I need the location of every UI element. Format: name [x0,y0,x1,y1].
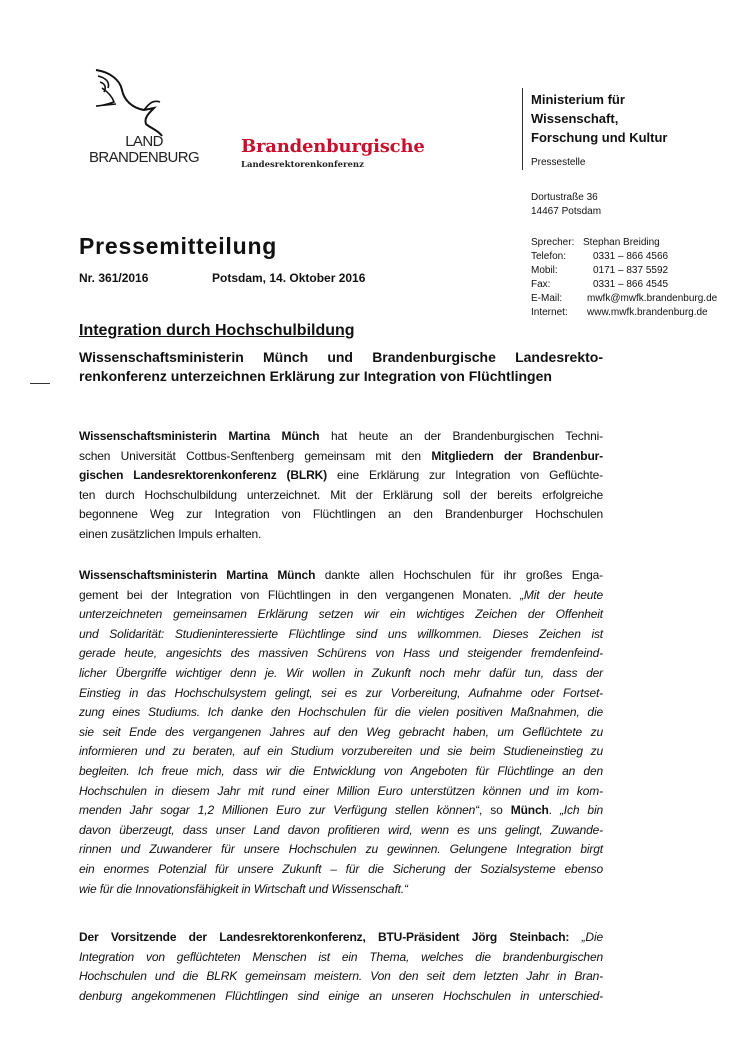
quote-text: unterzeichneten gemeinsamen Erklärung setzen wir ein wichtiges Zeichen der Offenheit [79,607,603,622]
text: hat heute an der Brandenburgischen Techni- [319,429,603,443]
text: dankte allen Hochschulen für ihr großes Enga- [315,568,603,582]
contact-label: Telefon: [531,251,567,262]
logo-brandenburg: BRANDENBURG [88,149,200,166]
text-line [79,742,603,762]
headline: Integration durch Hochschulbildung [79,322,355,339]
text: , so [479,803,511,818]
quote-text: Einstieg in das Hochschulsystem gelingt, sei es zur Vorbereitung, Aufnahme oder Fortset- [79,685,603,700]
quote-text: davon überzeugt, dass unser Land davon profitieren wird, wenn es uns gelingt, Zuwande- [79,822,603,837]
text-line [79,427,603,447]
quote-text: informieren und zu beraten, auf ein Studium vorzubereiten und sie beim Studieneinstieg zu [79,744,603,759]
quote-text: wie für die Innovationsfähigkeit in Wirtschaft und Wissenschaft.“ [79,881,408,896]
quote-text: „Die [569,930,603,944]
text-line [79,840,603,860]
text: schen Universität Cottbus-Senftenberg gemeinsam mit den [79,448,432,463]
paragraph-3 [79,928,603,1006]
quote-text: ein enormes Potenzial für unsere Zukunft – für die Sicherung der Sozialsysteme ebenso [79,861,603,876]
page-title: Pressemitteilung [79,233,278,259]
text-line [79,605,603,625]
text-line [79,948,603,968]
contact-label: E-Mail: [531,293,563,304]
text-line [79,860,603,880]
contact-value: 0331 – 866 4566 [593,251,669,262]
quote-text: „Ich bin [559,803,603,818]
contact-row [531,278,717,292]
text-line [79,967,603,987]
quote-text: „Mit der heute [520,587,603,602]
blrk-logo-subtitle: Landesrektorenkonferenz [241,160,364,170]
text-line [79,723,603,743]
paragraph-2 [79,566,603,899]
contact-row [531,292,717,306]
quote-text: rinnen und Zuwanderer für unsere Hochschulen zu gewinnen. Gelungene Integration birgt [79,842,603,857]
paragraph-1 [79,427,603,545]
contact-row [531,306,717,320]
text: eine Erklärung zur Integration von Geflüchte- [326,468,604,483]
text-line [79,664,603,684]
bold-text: gischen Landesrektorenkonferenz (BLRK) [79,468,327,483]
text-line [79,987,603,1007]
quote-text: Hochschulen in diesem Jahr mit rund einer Million Euro unterstützen können und im kom- [79,783,603,798]
contact-label: Sprecher: [531,237,575,248]
text-line [79,505,603,525]
ministry-line: Ministerium für [531,92,625,107]
quote-text: Integration von geflüchteten Menschen ist ein Thema, welches die brandenburgischen [79,949,603,964]
text-line [79,703,603,723]
bold-text: Mitgliedern der Brandenbur- [431,448,604,463]
release-number: Nr. 361/2016 [79,271,149,285]
text-line [79,821,603,841]
subheadline-line: renkonferenz unterzeichnen Erklärung zur Integration von Flüchtlingen [79,368,552,384]
contact-value: Stephan Breiding [583,237,660,248]
contact-row [531,250,717,264]
contact-label: Mobil: [531,265,558,276]
contact-value: 0171 – 837 5592 [593,265,669,276]
quote-text: und Solidarität: Studieninteressierte Flüchtlinge sind uns willkommen. Dieses Zeichen ist [79,626,603,641]
text: einen zusätzlichen Impuls erhalten. [79,526,262,541]
ministry-line: Wissenschaft, [531,111,619,126]
bold-text: Der Vorsitzende der Landesrektorenkonferenz, BTU-Präsident Jörg Steinbach: [79,930,570,944]
text-line [79,586,603,606]
text-line [79,525,603,545]
text: begonnene Weg zur Integration von Flüchtlingen an den Brandenburger Hochschulen [79,507,603,522]
land-brandenburg-logo-text [79,134,209,166]
department: Pressestelle [531,157,586,168]
text: . [548,803,560,818]
contact-label: Internet: [531,307,568,318]
address-city: 14467 Potsdam [531,206,602,217]
text-line [79,566,603,586]
bold-text: Münch [510,803,549,818]
quote-text: licher Übergriffe wichtiger denn je. Wir wollen in Zukunft noch mehr dafür tun, dass der [79,665,603,680]
contact-row [531,236,717,250]
text-line [79,762,603,782]
address [531,191,601,219]
contact-label: Fax: [531,279,551,290]
contact-value: 0331 – 866 4545 [593,279,669,290]
contact-value[interactable]: www.mwfk.brandenburg.de [587,307,708,318]
quote-text: gerade heute, angesichts des massiven Schürens von Hass und steigender fremdenfeind- [79,646,603,661]
contact-block [531,236,717,320]
release-date: Potsdam, 14. Oktober 2016 [212,271,366,285]
text-line [79,625,603,645]
logo-land: LAND [125,133,163,150]
blrk-logo-title: Brandenburgische [241,136,425,157]
text-line [79,880,603,900]
text-line [79,928,603,948]
sender-divider [522,88,523,170]
quote-text: denburg angekommenen Flüchtlingen sind einige an unseren Hochschulen in unterschied- [79,988,603,1003]
subheadline-line: Wissenschaftsministerin Münch und Brandenburgische Landesrekto- [79,349,603,365]
text-line [79,486,603,506]
fold-mark [30,383,50,384]
text-line [79,466,603,486]
contact-row [531,264,717,278]
text: ten durch Hochschulbildung unterzeichnet. Mit der Erklärung soll der bereits erfolgreiche [79,487,603,502]
bold-text: Wissenschaftsministerin Martina Münch [79,568,316,582]
text-line [79,801,603,821]
subheadline [79,348,603,386]
text-line [79,782,603,802]
quote-text: zung eines Studiums. Ich danke den Hochschulen für die vielen positiven Maßnahmen, die [79,705,603,720]
contact-value[interactable]: mwfk@mwfk.brandenburg.de [587,293,718,304]
text-line [79,644,603,664]
text-line [79,684,603,704]
bold-text: Wissenschaftsministerin Martina Münch [79,429,320,443]
address-street: Dortustraße 36 [531,192,598,203]
quote-text: Hochschulen und die BLRK gemeinsam meistern. Von den seit dem letzten Jahr in Bran- [79,969,603,984]
text-line [79,447,603,467]
ministry-name [531,90,667,147]
quote-text: sie seit Ende des vergangenen Jahres auf den Weg gebracht haben, um Geflüchtete zu [79,724,603,739]
ministry-line: Forschung und Kultur [531,130,668,145]
quote-text: begleiten. Ich freue mich, dass wir die Entwicklung von Angeboten für Flüchtlinge an den [79,763,603,778]
quote-text: menden Jahr sogar 1,2 Millionen Euro zur Verfügung stellen können“ [79,803,479,818]
text: gement bei der Integration von Flüchtlingen in den vergangenen Monaten. [79,587,521,602]
brandenburg-eagle-logo-icon [88,66,188,138]
